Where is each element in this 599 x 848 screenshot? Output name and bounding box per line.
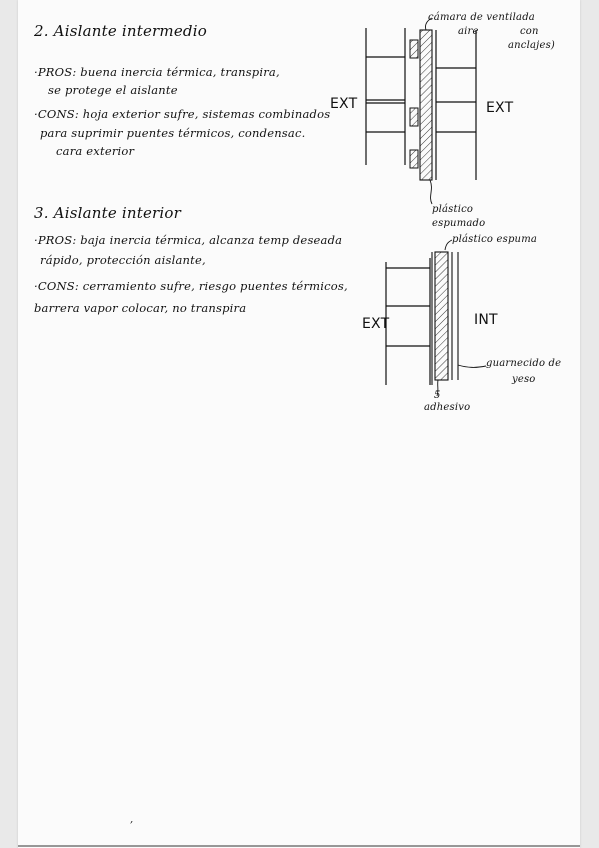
diagram2-label-right-line1: guarnecido de: [486, 358, 562, 369]
diagram2-leader-right: [458, 365, 486, 367]
diagram1-label-bottom-line2: espumado: [432, 218, 486, 229]
diagram2-label-bottom-line2: adhesivo: [424, 402, 471, 413]
diagram1-label-bottom-line1: plástico: [432, 204, 474, 215]
diagram2-leader-top: [445, 240, 452, 250]
diagram1-label-top-line4: anclajes): [508, 40, 556, 51]
diagram2-insulation: [435, 252, 448, 380]
diagram2-ext-left: EXT: [362, 316, 390, 332]
diagram1-label-top-line3: con: [520, 26, 539, 37]
diagram1-insulation: [420, 30, 432, 180]
diagram1-outer-leaf: [366, 28, 405, 165]
diagram1-leader-bottom: [430, 180, 432, 204]
diagram1-inner-leaf: [436, 30, 476, 180]
section3-cons-line2: barrera vapor colocar, no transpira: [34, 301, 247, 315]
section2-cons-line2: para suprimir puentes térmicos, condensac.: [40, 126, 306, 140]
section3-pros-line2: rápido, protección aislante,: [40, 253, 206, 267]
diagram2-label-top: plástico espuma: [452, 234, 538, 245]
diagram1-air-chamber: [410, 40, 418, 168]
diagram1-ext-left: EXT: [330, 96, 358, 112]
section3-title: 3. Aislante interior: [34, 204, 182, 222]
section3-cons-line1: ·CONS: cerramiento sufre, riesgo puentes térmicos,: [34, 279, 348, 293]
stray-mark: ,: [130, 814, 134, 825]
diagram2-int-right: INT: [474, 312, 498, 328]
section2-cons-line3: cara exterior: [56, 144, 135, 158]
section3-pros-line1: ·PROS: baja inercia térmica, alcanza temp deseada: [34, 233, 343, 247]
diagram1-ext-right: EXT: [486, 100, 514, 116]
diagram2-label-right-line2: yeso: [512, 374, 536, 385]
diagram1-label-top-line1: cámara de ventilada: [428, 12, 535, 23]
section2-title: 2. Aislante intermedio: [34, 22, 207, 40]
diagram2-outer-leaf: [386, 258, 430, 385]
section2-cons-line1: ·CONS: hoja exterior sufre, sistemas combinados: [34, 107, 331, 121]
section2-pros-line2: se protege el aislante: [48, 83, 178, 97]
diagram2-label-bottom-line1: 5: [434, 390, 441, 401]
diagram1-label-top-line2: aire: [458, 26, 479, 37]
section2-pros-line1: ·PROS: buena inercia térmica, transpira,: [34, 65, 280, 79]
